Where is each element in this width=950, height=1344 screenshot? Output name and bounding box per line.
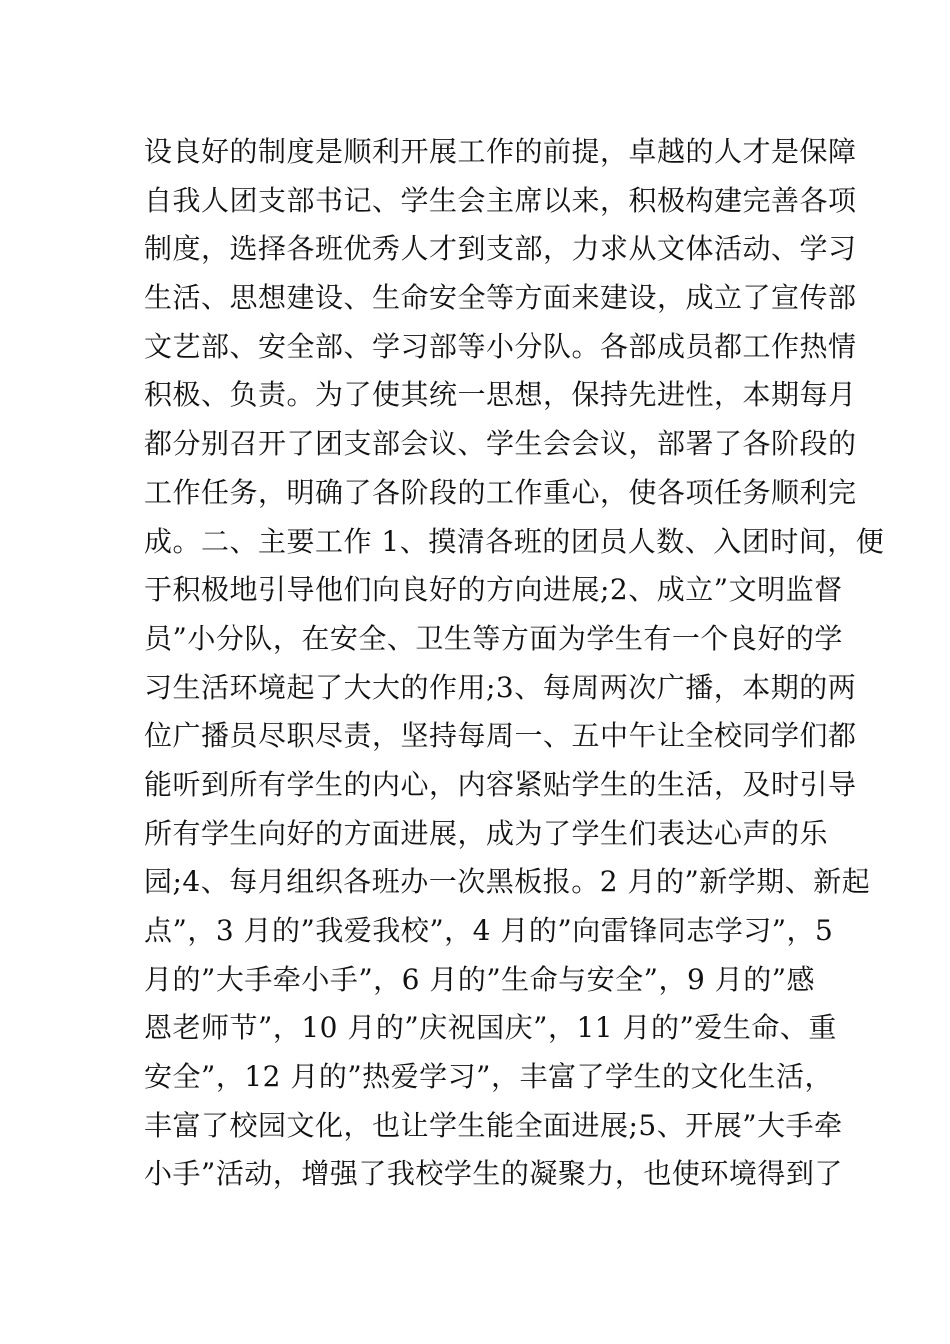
text-line: 文艺部、安全部、学习部等小分队。各部成员都工作热情 [144, 329, 857, 363]
text-line: 制度，选择各班优秀人才到支部，力求从文体活动、学习 [144, 232, 857, 266]
text-line: 月的”大手牵小手”，6 月的”生命与安全”，9 月的”感 [144, 962, 816, 996]
text-line: 自我人团支部书记、学生会主席以来，积极构建完善各项 [144, 183, 857, 217]
text-line: 于积极地引导他们向良好的方向进展;2、成立”文明监督 [144, 573, 843, 607]
text-line: 所有学生向好的方面进展，成为了学生们表达心声的乐 [144, 816, 829, 850]
text-line: 位广播员尽职尽责，坚持每周一、五中午让全校同学们都 [144, 719, 857, 753]
text-line: 设良好的制度是顺利开展工作的前提，卓越的人才是保障 [144, 135, 857, 168]
text-line: 成。二、主要工作 1、摸清各班的团员人数、入团时间，便 [144, 524, 885, 558]
text-line: 积极、负责。为了使其统一思想，保持先进性，本期每月 [144, 378, 857, 412]
text-line: 都分别召开了团支部会议、学生会会议，部署了各阶段的 [144, 427, 857, 461]
text-line: 园;4、每月组织各班办一次黑板报。2 月的”新学期、新起 [144, 865, 871, 899]
text-line: 习生活环境起了大大的作用;3、每周两次广播，本期的两 [144, 670, 857, 704]
text-line: 安全”，12 月的”热爱学习”，丰富了学生的文化生活， [144, 1060, 833, 1094]
text-line: 能听到所有学生的内心，内容紧贴学生的生活，及时引导 [144, 767, 857, 801]
text-line: 丰富了校园文化，也让学生能全面进展;5、开展”大手牵 [144, 1108, 843, 1142]
body-text [144, 128, 885, 1199]
text-line: 小手”活动，增强了我校学生的凝聚力，也使环境得到了 [144, 1157, 843, 1191]
text-line: 员”小分队，在安全、卫生等方面为学生有一个良好的学 [144, 621, 843, 655]
text-line: 工作任务，明确了各阶段的工作重心，使各项任务顺利完 [144, 475, 857, 509]
text-line: 点”，3 月的”我爱我校”，4 月的”向雷锋同志学习”，5 [144, 914, 834, 947]
text-line: 恩老师节”，10 月的”庆祝国庆”，11 月的”爱生命、重 [144, 1011, 837, 1045]
text-line: 生活、思想建设、生命安全等方面来建设，成立了宣传部 [144, 281, 857, 315]
